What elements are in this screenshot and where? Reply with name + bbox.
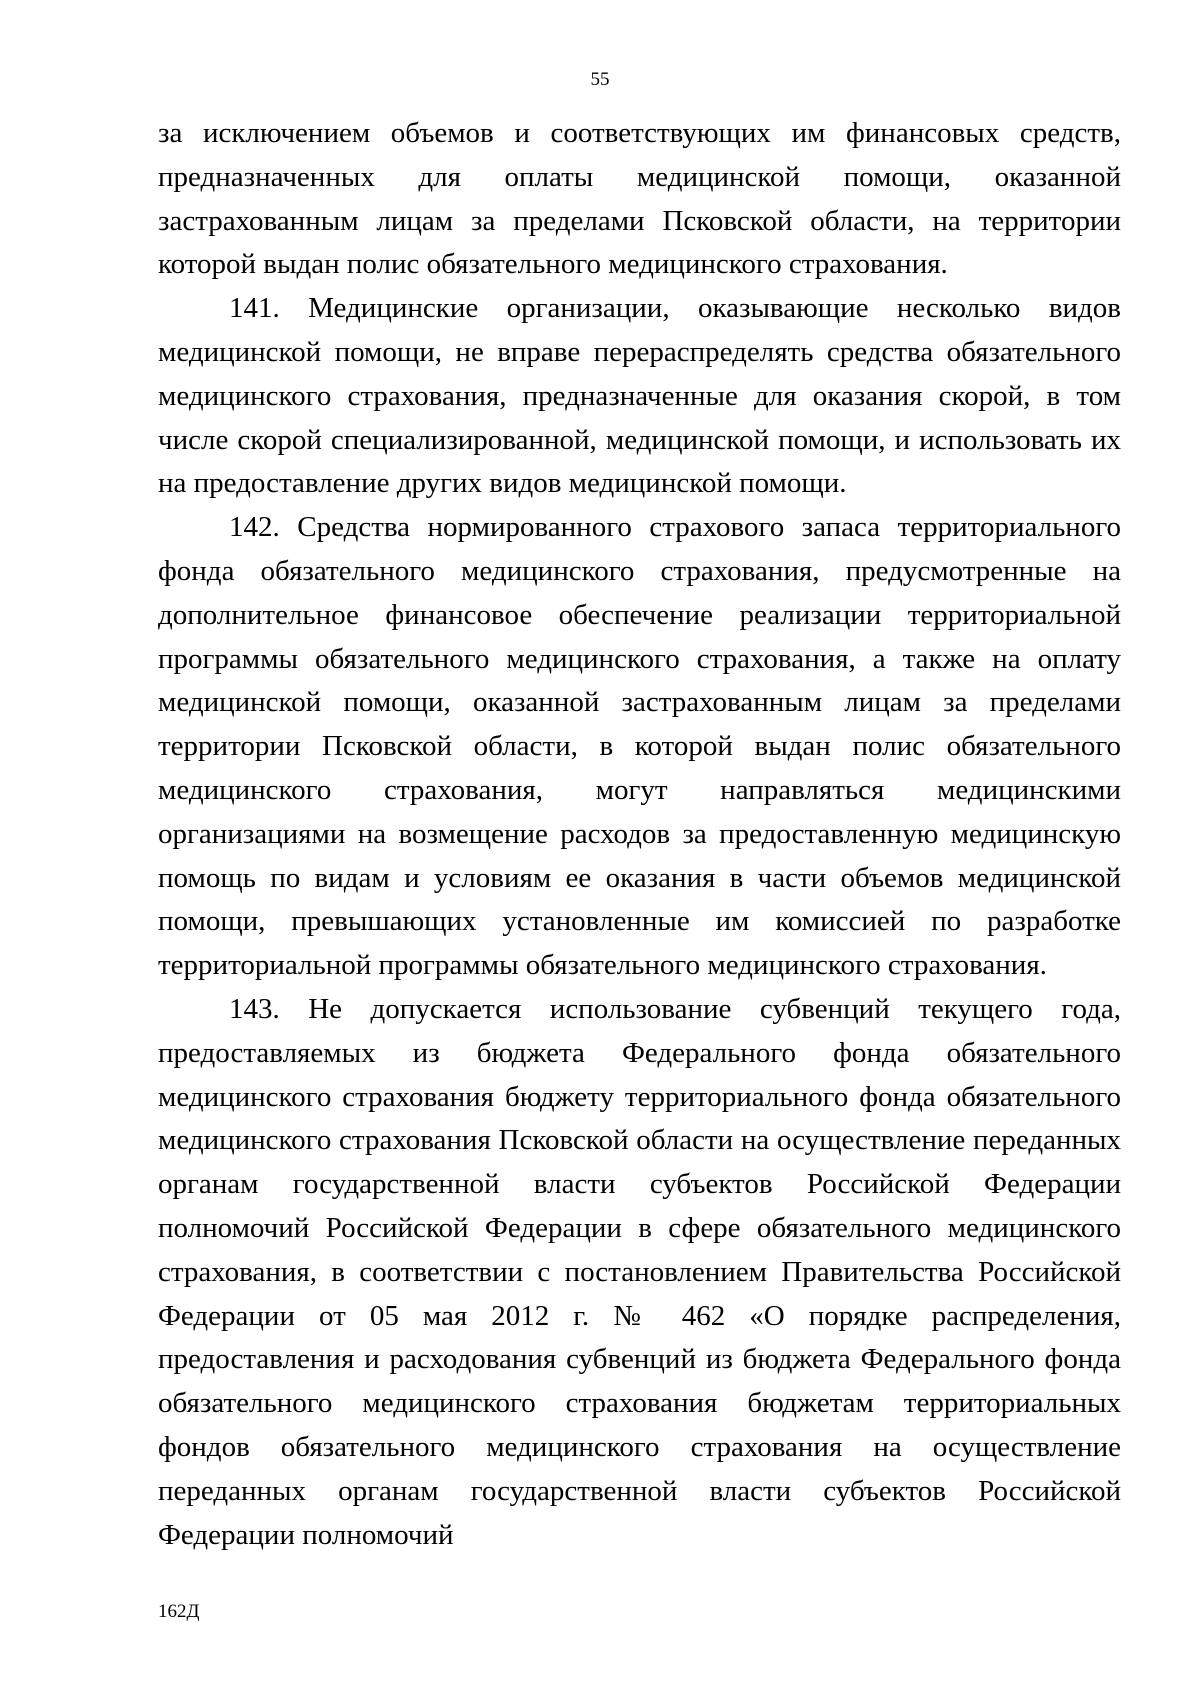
- document-body: [158, 112, 1121, 1557]
- page-number: 55: [590, 69, 610, 90]
- paragraph-continuation: за исключением объемов и соответствующих им финансовых средств, предназначенных для оплаты медицинской помощи, оказанной застрахованным лицам за пределами Псковской области, на территории которой выдан полис обязательного медицинского страхования.: [158, 117, 1121, 281]
- paragraph-142: 142. Средства нормированного страхового запаса территориального фонда обязательного медицинского страхования, предусмотренные на дополнительное финансовое обеспечение реализации территориальной программы обязательного медицинского страхования, а также на оплату медицинской помощи, оказанной застрахованным лицам за пределами территории Псковской области, в которой выдан полис обязательного медицинского страхования, могут направляться медицинскими организациями на возмещение расходов за предоставленную медицинскую помощь по видам и условиям ее оказания в части объемов медицинской помощи, превышающих установленные им комиссией по разработке территориальной программы обязательного медицинского страхования.: [158, 511, 1121, 982]
- document-code: 162Д: [158, 1601, 200, 1622]
- paragraph-143: 143. Не допускается использование субвенций текущего года, предоставляемых из бюджета Федерального фонда обязательного медицинского страхования бюджету территориального фонда обязательного медицинского страхования Псковской области на осуществление переданных органам государственной власти субъектов Российской Федерации полномочий Российской Федерации в сфере обязательного медицинского страхования, в соответствии с постановлением Правительства Российской Федерации от 05 мая 2012 г. № 462 «О порядке распределения, предоставления и расходования субвенций из бюджета Федерального фонда обязательного медицинского страхования бюджетам территориальных фондов обязательного медицинского страхования на осуществление переданных органам государственной власти субъектов Российской Федерации полномочий: [158, 992, 1121, 1551]
- paragraph-141: 141. Медицинские организации, оказывающие несколько видов медицинской помощи, не вправе перераспределять средства обязательного медицинского страхования, предназначенные для оказания скорой, в том числе скорой специализированной, медицинской помощи, и использовать их на предоставление других видов медицинской помощи.: [158, 292, 1121, 500]
